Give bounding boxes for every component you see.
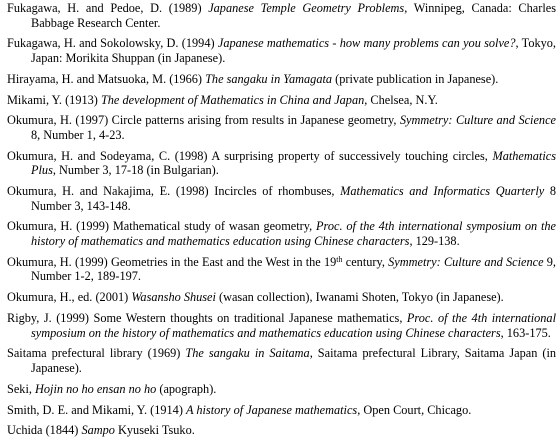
reference-entry: Okumura, H. and Nakajima, E. (1998) Incircles of rhombuses, Mathematics and Informatics Quarterly 8 Number 3, 143-148. (7, 184, 556, 213)
reference-title: The sangaku in Saitama (185, 346, 310, 361)
reference-entry: Okumura, H. (1997) Circle patterns arising from results in Japanese geometry, Symmetry: Culture and Science 8, Number 1, 4-23. (7, 113, 556, 142)
reference-title: A history of Japanese mathematics (185, 402, 358, 417)
reference-journal: Symmetry: Culture and Science (388, 254, 544, 269)
superscript: th (336, 254, 343, 264)
reference-journal: Symmetry: Culture and Science (399, 113, 556, 128)
reference-entry: Uchida (1844) Sampo Kyuseki Tsuko. (7, 423, 195, 438)
reference-entry: Okumura, H. (1999) Mathematical study of wasan geometry, Proc. of the 4th international symposium on the history of mathematics and mathematics education using Chinese characters, 129-138. (7, 219, 556, 249)
reference-journal: Mathematics and Informatics Quarterly (340, 184, 545, 199)
reference-entry: Rigby, J. (1999) Some Western thoughts on traditional Japanese mathematics, Proc. of the 4th international symposium on the history of mathematics and mathematics education using Chinese characters, 163-175. (7, 310, 556, 340)
reference-entry: Okumura, H. and Sodeyama, C. (1998) A surprising property of successively touching circles, Mathematics Plus, Number 3, 17-18 (in Bulgarian). (7, 148, 556, 178)
reference-title: Wasansho Shusei (131, 290, 216, 305)
reference-title: The sangaku in Yamagata (205, 71, 333, 86)
reference-entry: Hirayama, H. and Matsuoka, M. (1966) The sangaku in Yamagata (private publication in Japanese). (7, 71, 499, 86)
reference-entry: Smith, D. E. and Mikami, Y. (1914) A history of Japanese mathematics, Open Court, Chicago. (7, 402, 472, 417)
reference-list (7, 1, 556, 438)
reference-entry: Saitama prefectural library (1969) The sangaku in Saitama, Saitama prefectural Library, Saitama Japan (in Japanese). (7, 346, 557, 375)
reference-entry: Fukagawa, H. and Sokolowsky, D. (1994) Japanese mathematics - how many problems can you solve?, Tokyo, Japan: Morikita Shuppan (in Japanese). (7, 36, 557, 65)
reference-journal: Proc. of the 4th international symposium on the history of mathematics and mathematics education using Chinese characters (31, 310, 556, 340)
reference-entry: Okumura, H. (1999) Geometries in the East and the West in the 19th century, Symmetry: Culture and Science 9, Number 1-2, 189-197. (7, 254, 557, 284)
reference-entry: Okumura, H., ed. (2001) Wasansho Shusei (wasan collection), Iwanami Shoten, Tokyo (in Japanese). (7, 290, 504, 305)
reference-journal: Proc. of the 4th international symposium on the history of mathematics and mathematics education using Chinese characters (31, 219, 556, 249)
reference-entry: Fukagawa, H. and Pedoe, D. (1989) Japanese Temple Geometry Problems, Winnipeg, Canada: Charles Babbage Research Center. (7, 1, 556, 30)
reference-journal: Mathematics Plus (31, 148, 556, 178)
reference-entry: Mikami, Y. (1913) The development of Mathematics in China and Japan, Chelsea, N.Y. (7, 92, 438, 107)
reference-title: The development of Mathematics in China and Japan (100, 92, 365, 107)
reference-entry: Seki, Hojin no ho ensan no ho (apograph). (7, 381, 217, 396)
reference-title: Japanese mathematics - how many problems can you solve? (217, 36, 516, 51)
reference-title: Hojin no ho ensan no ho (35, 381, 157, 396)
reference-title: Sampo (81, 423, 115, 438)
reference-title: Japanese Temple Geometry Problems (208, 1, 405, 15)
